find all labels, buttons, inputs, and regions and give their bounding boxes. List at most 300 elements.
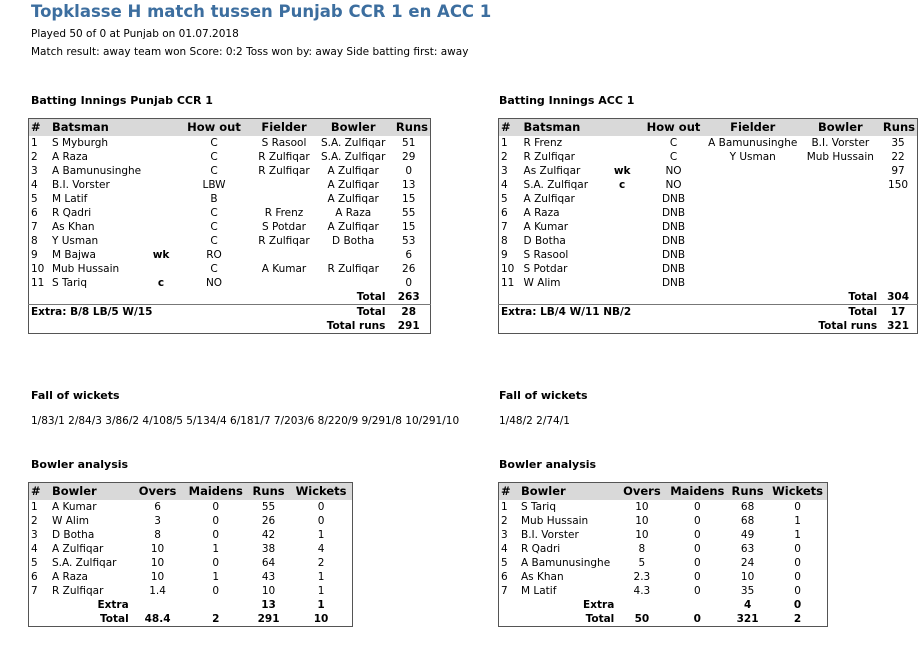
bowler-name: Mub Hussain [520,515,589,527]
bowler [802,220,880,234]
runs: 51 [402,137,416,149]
batting-row [29,220,431,234]
bowler-name: M Latif [520,585,557,597]
bowler-name: W Alim [52,515,89,527]
overs: 10 [150,543,165,555]
batsman-name: A Zulfiqar [523,193,575,205]
how-out: NO [205,277,223,289]
col-runs: Runs [727,483,768,501]
runs: 10 [740,571,755,583]
batting-row [499,262,918,276]
runs: 26 [261,515,276,527]
bowler-header-row [29,483,353,501]
batting-row [29,206,431,220]
extras-total-label: Total [802,305,880,320]
batsman-role [601,248,643,262]
overs: 3 [154,515,161,527]
fielder [704,248,802,262]
col-overs: Overs [616,483,667,501]
fielder: R Zulfiqar [258,165,310,177]
batting-row [499,234,918,248]
bowler-total-row [29,612,353,627]
wickets: 4 [317,543,325,555]
total-wickets: 2 [793,613,802,625]
bowler-row [29,514,353,528]
left-batting-table [28,118,431,334]
how-out: DNB [661,193,686,205]
total-runs-row [499,319,918,334]
maidens: 1 [212,571,220,583]
batting-header-row [29,119,431,137]
row-number: 2 [31,515,38,527]
fielder [704,262,802,276]
batting-row [499,150,918,164]
row-number: 9 [31,249,38,261]
how-out: DNB [661,207,686,219]
overs: 10 [635,515,649,527]
row-number: 11 [31,277,45,289]
bowler-row [499,556,828,570]
how-out: DNB [661,263,686,275]
row-number: 6 [501,571,508,583]
runs [879,234,917,248]
bowler-row [499,542,828,556]
extras-row [29,305,431,320]
batsman-name: S Myburgh [51,137,109,149]
col-how-out: How out [643,119,704,137]
bowler: Mub Hussain [806,151,874,163]
col-maidens: Maidens [184,483,247,501]
maidens: 0 [693,557,701,569]
overs: 10 [635,529,649,541]
batsman-role [143,262,179,276]
row-number: 5 [31,193,38,205]
maidens: 1 [212,543,220,555]
batting-header-row [499,119,918,137]
row-number: 3 [501,529,508,541]
how-out: NO [665,179,682,191]
fielder: R Frenz [264,207,304,219]
fielder [704,276,802,290]
batting-row [499,192,918,206]
batting-row [499,136,918,150]
bowler-name: S.A. Zulfiqar [52,557,117,569]
batsman-role [143,206,179,220]
row-number: 10 [31,263,45,275]
how-out: C [210,137,218,149]
batting-row [499,178,918,192]
total-label: Total [356,291,386,303]
how-out: DNB [661,235,686,247]
row-number: 5 [501,557,508,569]
total-value: 304 [887,291,910,303]
row-number: 1 [31,501,38,513]
bowler [802,178,880,192]
col-batsman: Batsman [522,119,644,137]
right-fow-title: Fall of wickets [499,389,588,402]
batsman-name: A Kumar [523,221,569,233]
row-number: 9 [501,249,508,261]
batsman-name: As Khan [51,221,95,233]
batsman-role [143,192,179,206]
col-overs: Overs [131,483,185,501]
maidens: 0 [212,585,220,597]
bowler-total-row [499,612,828,627]
total-label: Total [848,291,878,303]
row-number: 1 [31,137,38,149]
col-runs: Runs [387,119,430,137]
batting-row [29,234,431,248]
batsman-role: c [157,277,165,289]
bowler [319,276,387,290]
col-batsman: Batsman [50,119,179,137]
bowler-name: A Zulfiqar [52,543,104,555]
bowler-row [29,542,353,556]
runs: 55 [402,207,416,219]
batsman-role [601,220,643,234]
row-number: 2 [501,515,508,527]
runs: 49 [740,529,755,541]
batsman-role [143,234,179,248]
how-out: C [210,207,218,219]
overs: 10 [150,557,165,569]
fielder [704,192,802,206]
batsman-name: A Raza [523,207,560,219]
row-number: 3 [501,165,508,177]
row-number: 5 [501,193,508,205]
col-how-out: How out [179,119,249,137]
how-out: DNB [661,277,686,289]
played-info: Played 50 of 0 at Punjab on 01.07.2018 [31,28,239,40]
col-wickets: Wickets [768,483,827,501]
col-number: # [499,119,522,137]
overs: 5 [638,557,646,569]
batsman-role [601,150,643,164]
fielder [704,164,802,178]
row-number: 7 [501,221,508,233]
wickets: 0 [794,543,801,555]
batsman-name: S Rasool [523,249,569,261]
fielder: R Zulfiqar [258,235,310,247]
bowler-name: A Bamunusinghe [520,557,611,569]
bowler: A Zulfiqar [327,179,379,191]
total-runs: 321 [736,613,759,625]
total-runs-label: Total runs [818,320,878,332]
batting-row [29,192,431,206]
right-bowler-table [498,482,828,627]
row-number: 2 [31,151,38,163]
extra-wickets: 1 [317,599,325,611]
batting-row [29,164,431,178]
bowler-row [499,528,828,542]
fielder [704,234,802,248]
maidens: 0 [212,515,220,527]
row-number: 11 [501,277,515,289]
runs: 0 [405,165,413,177]
bowler-row [499,570,828,584]
runs: 29 [402,151,416,163]
bowler-name: A Raza [52,571,88,583]
total-overs: 50 [634,613,650,625]
batsman-role [601,192,643,206]
right-batting-title: Batting Innings ACC 1 [499,94,635,107]
batsman-role: c [619,179,626,191]
how-out: DNB [661,221,686,233]
batting-row [29,276,431,290]
bowler-name: R Qadri [520,543,561,555]
left-batting-title: Batting Innings Punjab CCR 1 [31,94,213,107]
bowler: R Zulfiqar [327,263,379,275]
wickets: 0 [317,515,325,527]
batting-row [499,276,918,290]
bowler [802,206,880,220]
how-out: C [669,151,678,163]
bowler: S.A. Zulfiqar [320,137,386,149]
runs: 55 [261,501,276,513]
fielder: Y Usman [729,151,776,163]
extras-label: Extra: B/8 LB/5 W/15 [29,305,319,320]
batsman-name: A Bamunusinghe [51,165,142,177]
row-number: 6 [31,571,38,583]
extras-total-label: Total [319,305,387,320]
how-out: C [210,165,218,177]
runs: 13 [402,179,416,191]
wickets: 1 [317,585,325,597]
how-out: C [210,151,218,163]
right-bowl-title: Bowler analysis [499,458,597,471]
row-number: 7 [501,585,508,597]
row-number: 2 [501,151,508,163]
bowler-row [499,584,828,598]
total-maidens: 2 [212,613,220,625]
how-out: LBW [202,179,226,191]
batsman-role [601,276,643,290]
left-bowl-title: Bowler analysis [31,458,129,471]
maidens: 0 [693,543,701,555]
how-out: DNB [661,249,686,261]
maidens: 0 [212,557,220,569]
wickets: 1 [317,529,325,541]
total-runs-value: 321 [887,320,910,332]
bowler-row [29,528,353,542]
bowler-row [499,500,828,514]
total-runs-value: 291 [397,320,420,332]
total-runs-row [29,319,431,334]
bowler [802,248,880,262]
maidens: 0 [693,515,701,527]
runs: 22 [891,151,905,163]
wickets: 0 [794,571,801,583]
bowler: A Raza [335,207,372,219]
maidens: 0 [693,529,701,541]
row-number: 4 [501,543,508,555]
bowler-name: As Khan [520,571,564,583]
row-number: 5 [31,557,38,569]
runs: 24 [740,557,755,569]
row-number: 3 [31,529,38,541]
batsman-role [143,164,179,178]
bowler-name: S Tariq [520,501,556,513]
batting-row [29,178,431,192]
batsman-role [143,150,179,164]
runs: 64 [261,557,276,569]
row-number: 8 [31,235,38,247]
runs: 68 [740,501,755,513]
bowler-row [29,570,353,584]
batting-row [29,248,431,262]
right-batting-table [498,118,918,334]
fielder: S Rasool [261,137,307,149]
batsman-name: R Frenz [523,137,563,149]
batsman-name: R Qadri [51,207,92,219]
runs [879,220,917,234]
total-overs: 48.4 [144,613,171,625]
batsman-name: A Raza [51,151,88,163]
bowler-row [29,500,353,514]
match-result: Match result: away team won Score: 0:2 Toss won by: away Side batting first: away [31,46,469,58]
batsman-role [143,136,179,150]
left-fow: 1/83/1 2/84/3 3/86/2 4/108/5 5/134/4 6/181/7 7/203/6 8/220/9 9/291/8 10/291/10 [31,415,460,427]
runs: 53 [402,235,416,247]
bowler [802,192,880,206]
batting-row [29,262,431,276]
row-number: 6 [31,207,38,219]
bowler: A Zulfiqar [327,221,379,233]
bowler [802,234,880,248]
wickets: 0 [794,557,801,569]
runs: 43 [261,571,276,583]
row-number: 1 [501,137,508,149]
col-runs: Runs [247,483,290,501]
runs: 38 [261,543,276,555]
fielder: S Potdar [262,221,306,233]
total-value: 263 [397,291,420,303]
bowler-name: R Zulfiqar [52,585,104,597]
bowler-name: D Botha [52,529,95,541]
batsman-name: S Potdar [523,263,568,275]
row-number: 1 [501,501,508,513]
fielder [249,178,319,192]
bowler: B.I. Vorster [811,137,870,149]
row-number: 7 [31,221,38,233]
bowler [802,164,880,178]
bowler: A Zulfiqar [327,193,379,205]
runs [879,262,917,276]
overs: 10 [635,501,649,513]
row-number: 6 [501,207,508,219]
bowler-extra-row [499,598,828,612]
bowler-extra-row [29,598,353,612]
batting-row [499,206,918,220]
runs: 97 [891,165,905,177]
fielder [249,192,319,206]
batsman-name: D Botha [523,235,566,247]
total-label: Total [99,613,129,625]
extras-row [499,305,918,320]
batsman-role [143,220,179,234]
runs: 15 [402,221,416,233]
wickets: 2 [317,557,325,569]
left-fow-title: Fall of wickets [31,389,120,402]
runs: 10 [261,585,276,597]
total-maidens: 0 [693,613,701,625]
wickets: 0 [794,501,801,513]
bowler-row [29,584,353,598]
right-fow: 1/48/2 2/74/1 [499,415,570,427]
maidens: 0 [212,529,220,541]
extra-wickets: 0 [793,599,802,611]
batsman-name: Mub Hussain [51,263,120,275]
overs: 2.3 [633,571,651,583]
page-title: Topklasse H match tussen Punjab CCR 1 en ACC 1 [31,2,492,21]
wickets: 1 [794,515,801,527]
row-number: 3 [31,165,38,177]
bowler-header-row [499,483,828,501]
batsman-role [601,234,643,248]
runs [879,206,917,220]
batsman-name: M Latif [51,193,88,205]
batsman-name: S Tariq [51,277,87,289]
total-runs: 291 [257,613,280,625]
how-out: C [210,221,218,233]
fielder: R Zulfiqar [258,151,310,163]
batsman-role: wk [613,165,631,177]
batsman-name: Y Usman [51,235,99,247]
overs: 8 [638,543,646,555]
maidens: 0 [693,501,701,513]
batsman-name: As Zulfiqar [523,165,581,177]
overs: 4.3 [633,585,651,597]
fielder [704,178,802,192]
bowler-row [29,556,353,570]
batsman-name: M Bajwa [51,249,96,261]
runs: 42 [261,529,276,541]
runs: 26 [402,263,416,275]
wickets: 1 [317,571,325,583]
fielder: A Bamunusinghe [708,137,798,149]
col-fielder: Fielder [704,119,802,137]
left-bowler-table [28,482,353,627]
batsman-name: W Alim [523,277,561,289]
col-fielder: Fielder [249,119,319,137]
batting-row [29,150,431,164]
col-bowler: Bowler [319,119,387,137]
bowler [802,262,880,276]
how-out: C [210,263,218,275]
total-row [29,290,431,305]
extras-label: Extra: LB/4 W/11 NB/2 [499,305,802,320]
row-number: 4 [501,179,508,191]
batting-row [499,164,918,178]
col-bowler: Bowler [802,119,880,137]
total-runs-label: Total runs [326,320,386,332]
col-number: # [29,119,50,137]
col-bowler: Bowler [519,483,616,501]
wickets: 0 [317,501,325,513]
extras-total-value: 28 [387,305,430,320]
col-number: # [29,483,51,501]
maidens: 0 [693,571,701,583]
runs [879,248,917,262]
col-maidens: Maidens [667,483,727,501]
how-out: C [669,137,678,149]
maidens: 0 [212,501,220,513]
bowler-name: A Kumar [52,501,97,513]
row-number: 10 [501,263,515,275]
fielder [249,248,319,262]
runs: 35 [740,585,755,597]
extra-label: Extra [97,599,129,611]
